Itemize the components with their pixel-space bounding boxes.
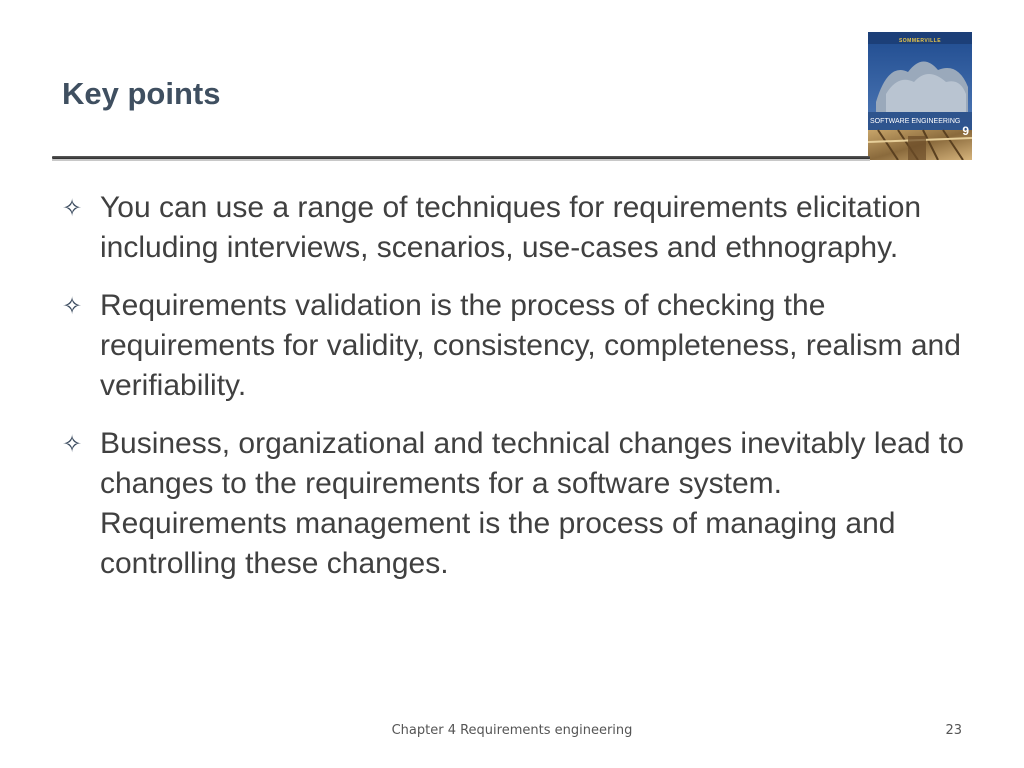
star-outline-icon: ✧ [62,431,83,458]
star-outline-icon: ✧ [62,293,83,320]
slide-title: Key points [62,76,221,111]
title-divider-shadow [52,159,870,161]
book-cover-author: SOMMERVILLE [898,38,942,44]
star-outline-icon: ✧ [62,195,83,222]
book-cover-title: SOFTWARE ENGINEERING [870,118,961,125]
bullet-item [62,286,972,406]
bullet-item [62,424,972,584]
bullet-text: Business, organizational and technical changes inevitably lead to changes to the requirements for a software system. Requirements management is the process of managing and controlling these changes. [100,427,964,580]
bullet-text: You can use a range of techniques for requirements elicitation including interviews, scenarios, use-cases and ethnography. [100,191,922,264]
bullet-item [62,188,972,268]
bullet-text: Requirements validation is the process of checking the requirements for validity, consistency, completeness, realism and verifiability. [100,289,961,402]
slide-footer: Chapter 4 Requirements engineering [391,723,633,738]
book-cover-artwork [868,32,972,160]
page-number: 23 [945,723,962,738]
book-cover-edition: 9 [962,124,969,138]
book-cover-image [868,32,972,160]
bullet-list [62,188,972,602]
